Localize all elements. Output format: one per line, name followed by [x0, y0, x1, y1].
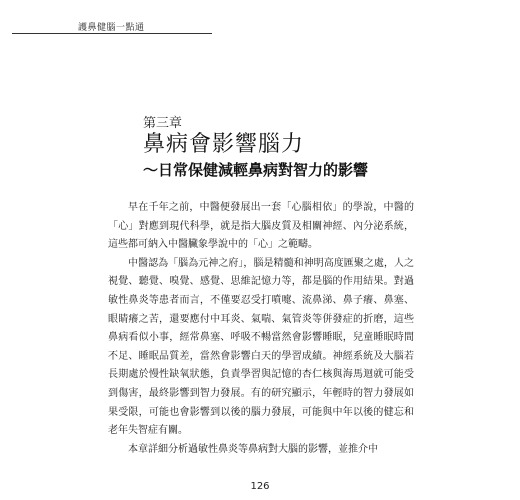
paragraph: 早在千年之前，中醫便發展出一套「心腦相依」的學說，中醫的「心」對應到現代科學，就是指大腦皮質及相關神經、內分泌系統，這些都可納入中醫臟象學說中的「心」之範疇。 [108, 202, 414, 251]
page-number: 126 [250, 481, 270, 492]
header-rule [12, 33, 212, 34]
chapter-subtitle: ～日常保健減輕鼻病對智力的影響 [143, 161, 369, 179]
running-header: 護鼻健腦一點通 [78, 23, 145, 33]
chapter-title: 鼻病會影響腦力 [143, 132, 305, 157]
paragraph: 本章詳細分析過敏性鼻炎等鼻病對大腦的影響，並推介中 [128, 443, 378, 455]
chapter-label: 第三章 [143, 116, 183, 131]
paragraph: 中醫認為「腦為元神之府」，腦是精髓和神明高度匯聚之處，人之視覺、聽覺、嗅覺、感覺、思維記憶力等，都是腦的作用結果。對過敏性鼻炎等患者而言，不僅要忍受打噴嚏、流鼻涕、鼻子癢、鼻塞、眼睛癢之苦，還要應付中耳炎、氣喘、氣管炎等併發症的折磨，這些鼻病看似小事，經常鼻塞、呼吸不暢當然會影響睡眠，兒童睡眠時間不足、睡眠品質差，當然會影響白天的學習成績。神經系統及大腦若長期處於慢性缺氧狀態，負責學習與記憶的杏仁核與海馬迴就可能受到傷害，最終影響到智力發展。有的研究顯示，年輕時的智力發展如果受限，可能也會影響到以後的腦力發展，可能與中年以後的健忘和老年失智症有關。 [108, 257, 414, 437]
body-text [108, 199, 414, 459]
